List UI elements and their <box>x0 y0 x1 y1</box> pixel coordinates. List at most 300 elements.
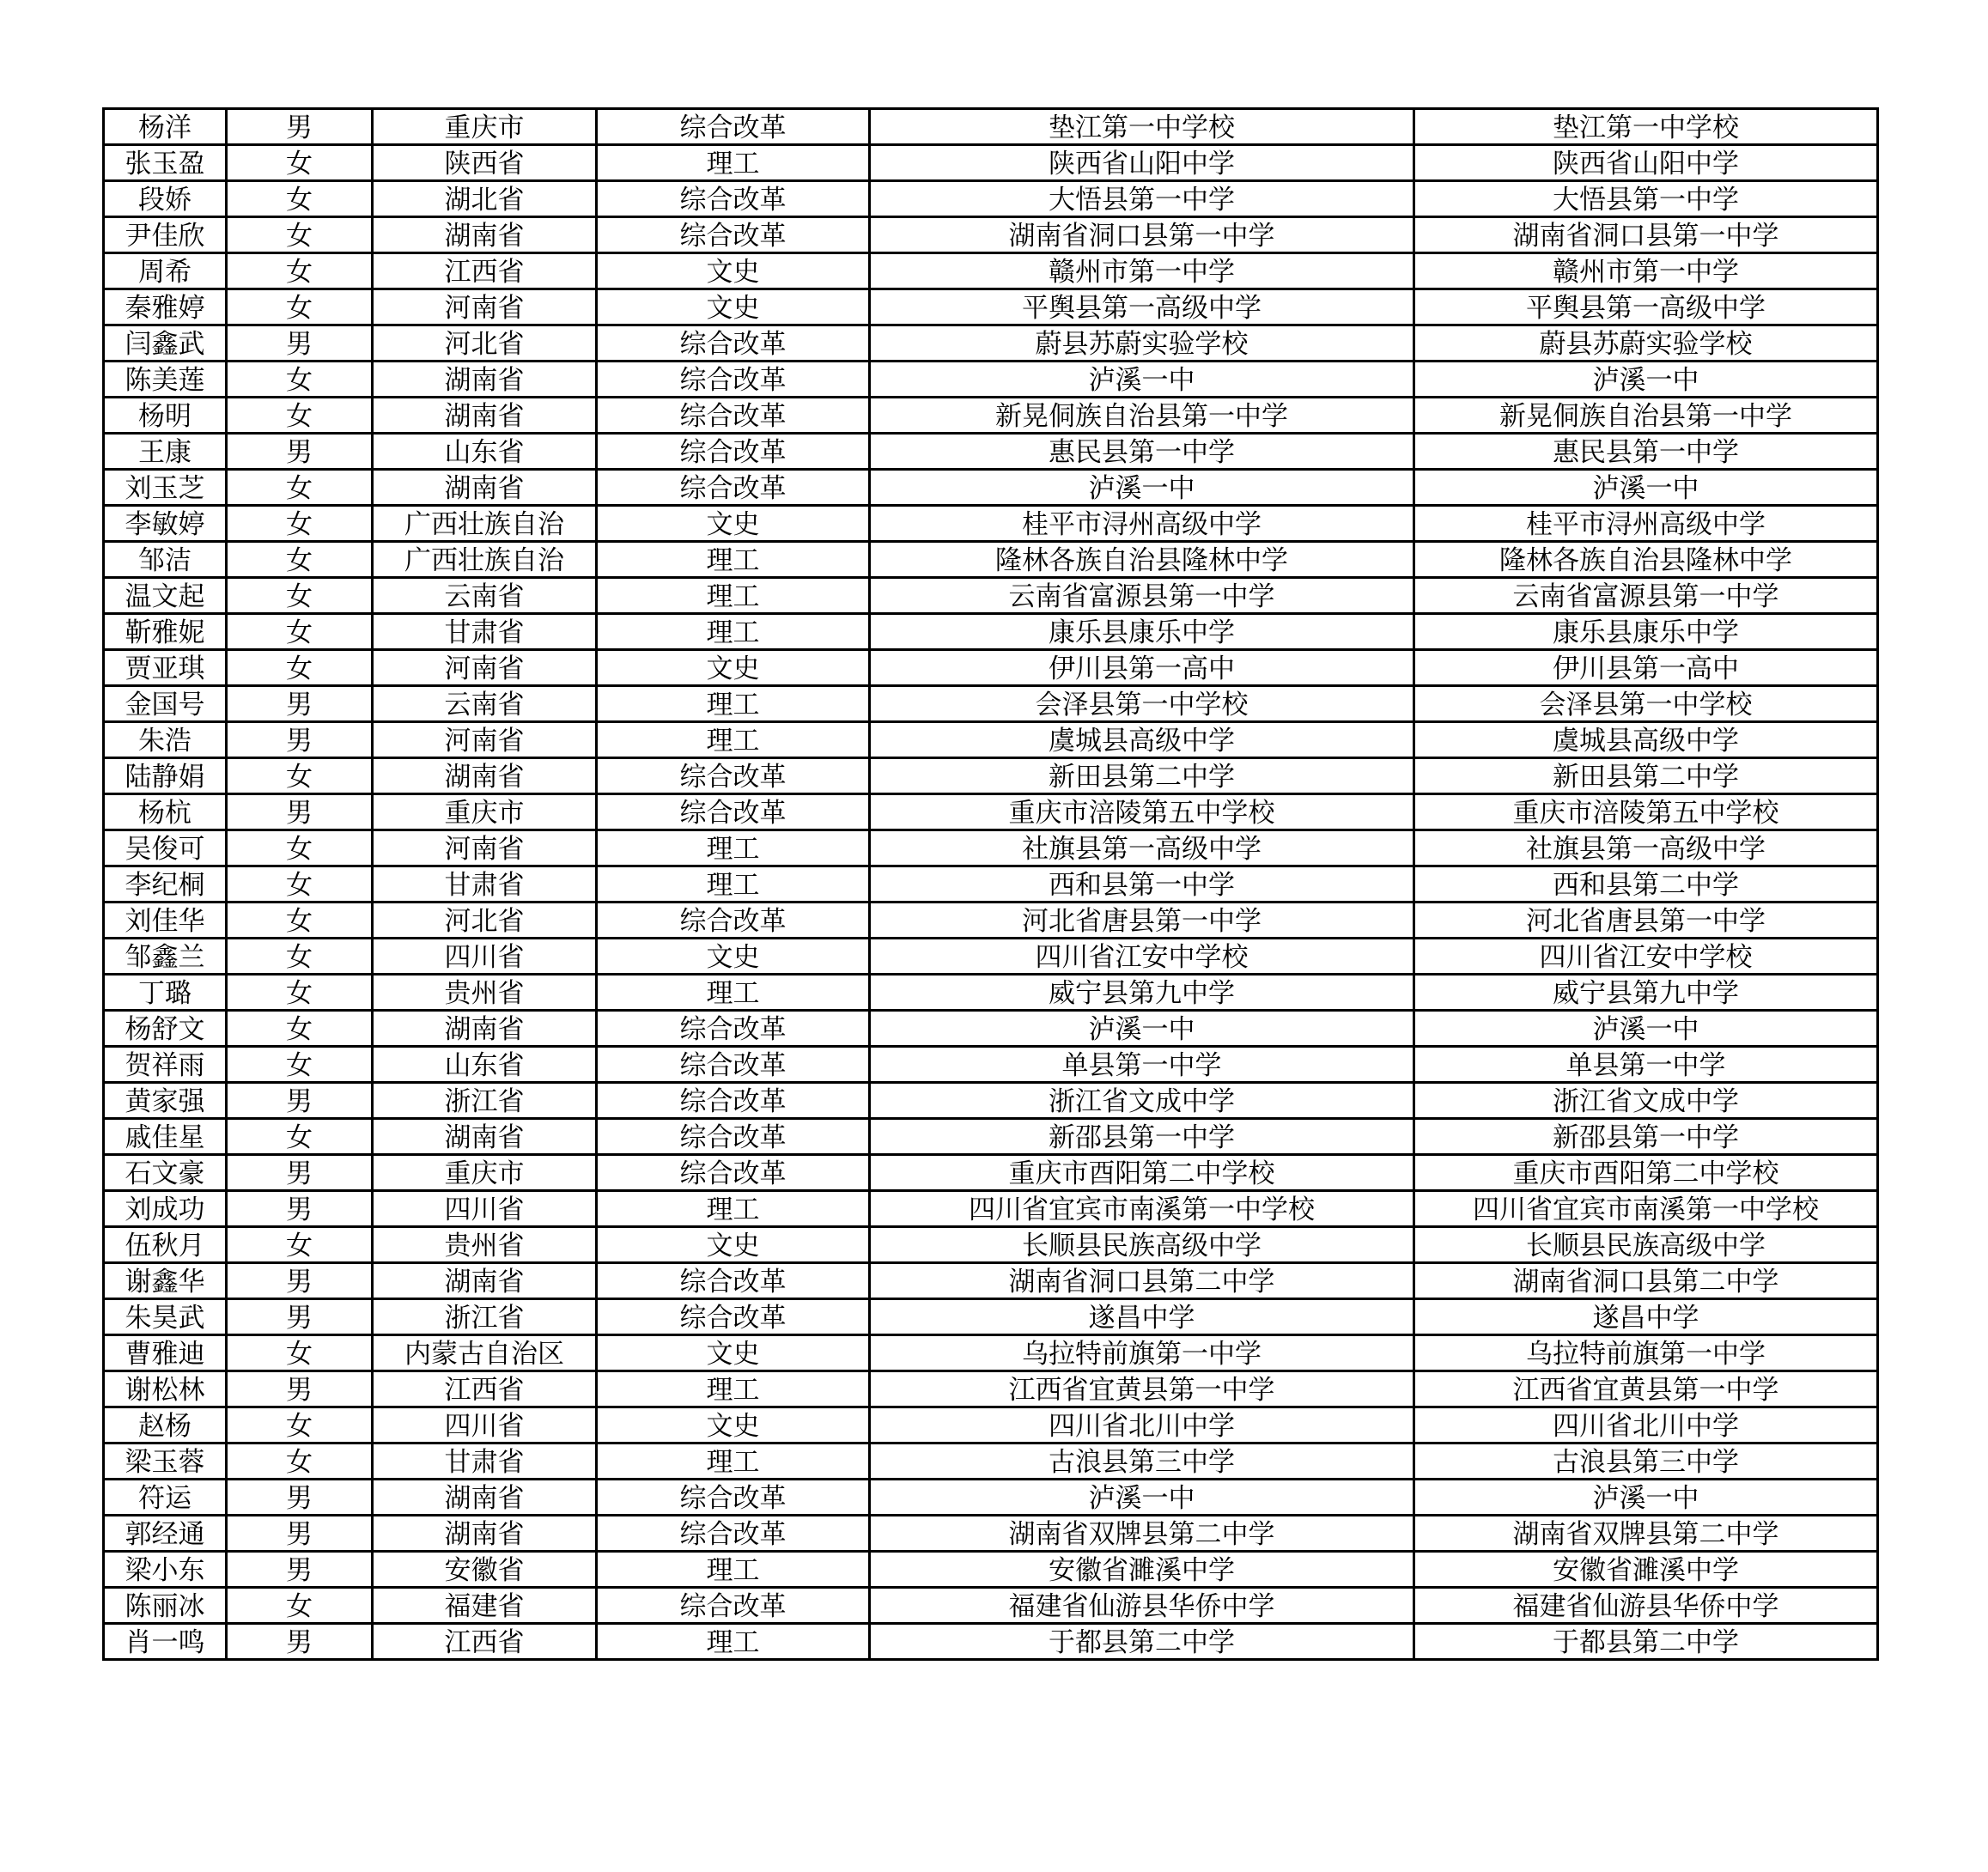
track-cell: 文史 <box>597 253 870 289</box>
name-cell: 杨杭 <box>104 794 227 830</box>
table-row <box>104 578 1878 614</box>
gender-cell: 男 <box>227 1624 373 1660</box>
region-cell: 云南省 <box>373 686 597 722</box>
region-cell: 广西壮族自治 <box>373 506 597 542</box>
region-cell: 山东省 <box>373 434 597 470</box>
school-cell: 威宁县第九中学 <box>870 975 1414 1011</box>
name-cell: 伍秋月 <box>104 1227 227 1263</box>
school-cell: 湖南省洞口县第一中学 <box>870 217 1414 253</box>
school-cell: 云南省富源县第一中学 <box>870 578 1414 614</box>
region-cell: 四川省 <box>373 1407 597 1444</box>
region-cell: 河北省 <box>373 903 597 939</box>
table-row <box>104 939 1878 975</box>
gender-cell: 女 <box>227 1227 373 1263</box>
name-cell: 张玉盈 <box>104 145 227 181</box>
track-cell: 综合改革 <box>597 398 870 434</box>
school-cell: 西和县第一中学 <box>870 866 1414 903</box>
name-cell: 周希 <box>104 253 227 289</box>
name-cell: 闫鑫武 <box>104 325 227 362</box>
name-cell: 丁璐 <box>104 975 227 1011</box>
gender-cell: 男 <box>227 1516 373 1552</box>
school-cell: 于都县第二中学 <box>870 1624 1414 1660</box>
graduated-school-cell: 大悟县第一中学 <box>1414 181 1878 217</box>
table-row <box>104 1083 1878 1119</box>
table-row <box>104 1155 1878 1191</box>
gender-cell: 男 <box>227 1155 373 1191</box>
track-cell: 综合改革 <box>597 109 870 145</box>
school-cell: 赣州市第一中学 <box>870 253 1414 289</box>
school-cell: 新邵县第一中学 <box>870 1119 1414 1155</box>
school-cell: 福建省仙游县华侨中学 <box>870 1588 1414 1624</box>
name-cell: 吴俊可 <box>104 830 227 866</box>
school-cell: 泸溪一中 <box>870 1011 1414 1047</box>
gender-cell: 男 <box>227 109 373 145</box>
region-cell: 浙江省 <box>373 1083 597 1119</box>
gender-cell: 女 <box>227 470 373 506</box>
track-cell: 理工 <box>597 866 870 903</box>
graduated-school-cell: 遂昌中学 <box>1414 1299 1878 1335</box>
region-cell: 湖北省 <box>373 181 597 217</box>
table-row <box>104 1407 1878 1444</box>
school-cell: 长顺县民族高级中学 <box>870 1227 1414 1263</box>
gender-cell: 男 <box>227 686 373 722</box>
track-cell: 理工 <box>597 975 870 1011</box>
track-cell: 综合改革 <box>597 758 870 794</box>
gender-cell: 女 <box>227 578 373 614</box>
region-cell: 云南省 <box>373 578 597 614</box>
table-row <box>104 1011 1878 1047</box>
region-cell: 江西省 <box>373 1371 597 1407</box>
gender-cell: 女 <box>227 1119 373 1155</box>
graduated-school-cell: 惠民县第一中学 <box>1414 434 1878 470</box>
table-row <box>104 1516 1878 1552</box>
graduated-school-cell: 新晃侗族自治县第一中学 <box>1414 398 1878 434</box>
gender-cell: 女 <box>227 253 373 289</box>
gender-cell: 女 <box>227 866 373 903</box>
graduated-school-cell: 福建省仙游县华侨中学 <box>1414 1588 1878 1624</box>
region-cell: 甘肃省 <box>373 614 597 650</box>
graduated-school-cell: 江西省宜黄县第一中学 <box>1414 1371 1878 1407</box>
name-cell: 曹雅迪 <box>104 1335 227 1371</box>
region-cell: 河南省 <box>373 830 597 866</box>
table-row <box>104 470 1878 506</box>
region-cell: 湖南省 <box>373 1480 597 1516</box>
name-cell: 李纪桐 <box>104 866 227 903</box>
table-row <box>104 1444 1878 1480</box>
name-cell: 陈美莲 <box>104 362 227 398</box>
gender-cell: 男 <box>227 1299 373 1335</box>
graduated-school-cell: 长顺县民族高级中学 <box>1414 1227 1878 1263</box>
school-cell: 重庆市酉阳第二中学校 <box>870 1155 1414 1191</box>
school-cell: 蔚县苏蔚实验学校 <box>870 325 1414 362</box>
name-cell: 陆静娟 <box>104 758 227 794</box>
graduated-school-cell: 泸溪一中 <box>1414 470 1878 506</box>
gender-cell: 男 <box>227 1371 373 1407</box>
track-cell: 理工 <box>597 614 870 650</box>
school-cell: 四川省宜宾市南溪第一中学校 <box>870 1191 1414 1227</box>
school-cell: 新田县第二中学 <box>870 758 1414 794</box>
graduated-school-cell: 湖南省洞口县第一中学 <box>1414 217 1878 253</box>
track-cell: 综合改革 <box>597 1047 870 1083</box>
region-cell: 安徽省 <box>373 1552 597 1588</box>
gender-cell: 女 <box>227 650 373 686</box>
name-cell: 邹鑫兰 <box>104 939 227 975</box>
table-row <box>104 722 1878 758</box>
name-cell: 梁玉蓉 <box>104 1444 227 1480</box>
gender-cell: 女 <box>227 1444 373 1480</box>
name-cell: 朱昊武 <box>104 1299 227 1335</box>
track-cell: 综合改革 <box>597 217 870 253</box>
school-cell: 伊川县第一高中 <box>870 650 1414 686</box>
table-row <box>104 398 1878 434</box>
graduated-school-cell: 四川省宜宾市南溪第一中学校 <box>1414 1191 1878 1227</box>
name-cell: 刘成功 <box>104 1191 227 1227</box>
table-row <box>104 614 1878 650</box>
school-cell: 会泽县第一中学校 <box>870 686 1414 722</box>
region-cell: 湖南省 <box>373 1011 597 1047</box>
gender-cell: 女 <box>227 939 373 975</box>
table-row <box>104 181 1878 217</box>
graduated-school-cell: 桂平市浔州高级中学 <box>1414 506 1878 542</box>
table-row <box>104 325 1878 362</box>
region-cell: 内蒙古自治区 <box>373 1335 597 1371</box>
graduated-school-cell: 重庆市涪陵第五中学校 <box>1414 794 1878 830</box>
track-cell: 综合改革 <box>597 903 870 939</box>
track-cell: 理工 <box>597 1191 870 1227</box>
table-row <box>104 145 1878 181</box>
region-cell: 四川省 <box>373 939 597 975</box>
table-row <box>104 686 1878 722</box>
track-cell: 综合改革 <box>597 794 870 830</box>
gender-cell: 女 <box>227 181 373 217</box>
name-cell: 李敏婷 <box>104 506 227 542</box>
name-cell: 肖一鸣 <box>104 1624 227 1660</box>
graduated-school-cell: 虞城县高级中学 <box>1414 722 1878 758</box>
gender-cell: 女 <box>227 1335 373 1371</box>
track-cell: 理工 <box>597 145 870 181</box>
table-row <box>104 1299 1878 1335</box>
table-row <box>104 866 1878 903</box>
graduated-school-cell: 四川省北川中学 <box>1414 1407 1878 1444</box>
gender-cell: 女 <box>227 398 373 434</box>
graduated-school-cell: 湖南省双牌县第二中学 <box>1414 1516 1878 1552</box>
table-row <box>104 758 1878 794</box>
school-cell: 重庆市涪陵第五中学校 <box>870 794 1414 830</box>
region-cell: 湖南省 <box>373 758 597 794</box>
table-row <box>104 830 1878 866</box>
region-cell: 四川省 <box>373 1191 597 1227</box>
track-cell: 综合改革 <box>597 1083 870 1119</box>
region-cell: 湖南省 <box>373 362 597 398</box>
name-cell: 贾亚琪 <box>104 650 227 686</box>
school-cell: 虞城县高级中学 <box>870 722 1414 758</box>
graduated-school-cell: 新邵县第一中学 <box>1414 1119 1878 1155</box>
roster-table <box>102 107 1879 1661</box>
table-row <box>104 362 1878 398</box>
gender-cell: 女 <box>227 362 373 398</box>
track-cell: 文史 <box>597 1335 870 1371</box>
graduated-school-cell: 社旗县第一高级中学 <box>1414 830 1878 866</box>
table-row <box>104 217 1878 253</box>
table-row <box>104 1624 1878 1660</box>
gender-cell: 女 <box>227 1011 373 1047</box>
graduated-school-cell: 安徽省濉溪中学 <box>1414 1552 1878 1588</box>
region-cell: 贵州省 <box>373 1227 597 1263</box>
track-cell: 综合改革 <box>597 470 870 506</box>
region-cell: 湖南省 <box>373 217 597 253</box>
track-cell: 理工 <box>597 542 870 578</box>
school-cell: 江西省宜黄县第一中学 <box>870 1371 1414 1407</box>
name-cell: 杨洋 <box>104 109 227 145</box>
track-cell: 文史 <box>597 1227 870 1263</box>
name-cell: 陈丽冰 <box>104 1588 227 1624</box>
region-cell: 河南省 <box>373 722 597 758</box>
school-cell: 泸溪一中 <box>870 470 1414 506</box>
graduated-school-cell: 于都县第二中学 <box>1414 1624 1878 1660</box>
track-cell: 综合改革 <box>597 434 870 470</box>
region-cell: 湖南省 <box>373 1516 597 1552</box>
track-cell: 理工 <box>597 1444 870 1480</box>
table-row <box>104 1371 1878 1407</box>
name-cell: 杨明 <box>104 398 227 434</box>
region-cell: 山东省 <box>373 1047 597 1083</box>
track-cell: 理工 <box>597 722 870 758</box>
region-cell: 重庆市 <box>373 1155 597 1191</box>
region-cell: 重庆市 <box>373 109 597 145</box>
graduated-school-cell: 湖南省洞口县第二中学 <box>1414 1263 1878 1299</box>
school-cell: 平舆县第一高级中学 <box>870 289 1414 325</box>
name-cell: 段娇 <box>104 181 227 217</box>
roster-sheet <box>102 107 1876 1661</box>
table-row <box>104 109 1878 145</box>
name-cell: 温文起 <box>104 578 227 614</box>
name-cell: 郭经通 <box>104 1516 227 1552</box>
graduated-school-cell: 泸溪一中 <box>1414 1011 1878 1047</box>
school-cell: 浙江省文成中学 <box>870 1083 1414 1119</box>
gender-cell: 男 <box>227 1191 373 1227</box>
graduated-school-cell: 赣州市第一中学 <box>1414 253 1878 289</box>
track-cell: 文史 <box>597 289 870 325</box>
track-cell: 综合改革 <box>597 1588 870 1624</box>
name-cell: 朱浩 <box>104 722 227 758</box>
graduated-school-cell: 浙江省文成中学 <box>1414 1083 1878 1119</box>
graduated-school-cell: 蔚县苏蔚实验学校 <box>1414 325 1878 362</box>
name-cell: 刘玉芝 <box>104 470 227 506</box>
school-cell: 湖南省洞口县第二中学 <box>870 1263 1414 1299</box>
name-cell: 石文豪 <box>104 1155 227 1191</box>
gender-cell: 女 <box>227 758 373 794</box>
school-cell: 泸溪一中 <box>870 362 1414 398</box>
region-cell: 江西省 <box>373 253 597 289</box>
table-row <box>104 1335 1878 1371</box>
track-cell: 理工 <box>597 1624 870 1660</box>
name-cell: 金国号 <box>104 686 227 722</box>
school-cell: 四川省江安中学校 <box>870 939 1414 975</box>
track-cell: 综合改革 <box>597 181 870 217</box>
graduated-school-cell: 乌拉特前旗第一中学 <box>1414 1335 1878 1371</box>
graduated-school-cell: 伊川县第一高中 <box>1414 650 1878 686</box>
gender-cell: 女 <box>227 542 373 578</box>
table-row <box>104 975 1878 1011</box>
gender-cell: 男 <box>227 794 373 830</box>
school-cell: 陕西省山阳中学 <box>870 145 1414 181</box>
track-cell: 文史 <box>597 650 870 686</box>
gender-cell: 男 <box>227 722 373 758</box>
graduated-school-cell: 平舆县第一高级中学 <box>1414 289 1878 325</box>
graduated-school-cell: 四川省江安中学校 <box>1414 939 1878 975</box>
name-cell: 黄家强 <box>104 1083 227 1119</box>
graduated-school-cell: 泸溪一中 <box>1414 1480 1878 1516</box>
name-cell: 赵杨 <box>104 1407 227 1444</box>
school-cell: 四川省北川中学 <box>870 1407 1414 1444</box>
school-cell: 古浪县第三中学 <box>870 1444 1414 1480</box>
name-cell: 王康 <box>104 434 227 470</box>
graduated-school-cell: 河北省唐县第一中学 <box>1414 903 1878 939</box>
region-cell: 重庆市 <box>373 794 597 830</box>
name-cell: 杨舒文 <box>104 1011 227 1047</box>
graduated-school-cell: 单县第一中学 <box>1414 1047 1878 1083</box>
school-cell: 垫江第一中学校 <box>870 109 1414 145</box>
graduated-school-cell: 隆林各族自治县隆林中学 <box>1414 542 1878 578</box>
gender-cell: 女 <box>227 289 373 325</box>
name-cell: 谢鑫华 <box>104 1263 227 1299</box>
region-cell: 湖南省 <box>373 398 597 434</box>
region-cell: 河南省 <box>373 650 597 686</box>
graduated-school-cell: 西和县第二中学 <box>1414 866 1878 903</box>
gender-cell: 女 <box>227 1047 373 1083</box>
school-cell: 大悟县第一中学 <box>870 181 1414 217</box>
name-cell: 秦雅婷 <box>104 289 227 325</box>
graduated-school-cell: 云南省富源县第一中学 <box>1414 578 1878 614</box>
school-cell: 乌拉特前旗第一中学 <box>870 1335 1414 1371</box>
table-row <box>104 434 1878 470</box>
table-row <box>104 1552 1878 1588</box>
name-cell: 戚佳星 <box>104 1119 227 1155</box>
gender-cell: 男 <box>227 1263 373 1299</box>
region-cell: 甘肃省 <box>373 1444 597 1480</box>
region-cell: 湖南省 <box>373 470 597 506</box>
track-cell: 文史 <box>597 506 870 542</box>
graduated-school-cell: 重庆市酉阳第二中学校 <box>1414 1155 1878 1191</box>
school-cell: 桂平市浔州高级中学 <box>870 506 1414 542</box>
name-cell: 刘佳华 <box>104 903 227 939</box>
school-cell: 单县第一中学 <box>870 1047 1414 1083</box>
gender-cell: 男 <box>227 1083 373 1119</box>
school-cell: 遂昌中学 <box>870 1299 1414 1335</box>
track-cell: 综合改革 <box>597 1480 870 1516</box>
region-cell: 河北省 <box>373 325 597 362</box>
gender-cell: 女 <box>227 217 373 253</box>
gender-cell: 男 <box>227 434 373 470</box>
table-row <box>104 1047 1878 1083</box>
graduated-school-cell: 垫江第一中学校 <box>1414 109 1878 145</box>
table-row <box>104 1263 1878 1299</box>
track-cell: 文史 <box>597 939 870 975</box>
gender-cell: 女 <box>227 903 373 939</box>
region-cell: 湖南省 <box>373 1263 597 1299</box>
gender-cell: 女 <box>227 614 373 650</box>
name-cell: 谢松林 <box>104 1371 227 1407</box>
gender-cell: 女 <box>227 1407 373 1444</box>
table-row <box>104 903 1878 939</box>
track-cell: 综合改革 <box>597 325 870 362</box>
graduated-school-cell: 新田县第二中学 <box>1414 758 1878 794</box>
track-cell: 理工 <box>597 1371 870 1407</box>
school-cell: 安徽省濉溪中学 <box>870 1552 1414 1588</box>
region-cell: 甘肃省 <box>373 866 597 903</box>
table-row <box>104 542 1878 578</box>
graduated-school-cell: 会泽县第一中学校 <box>1414 686 1878 722</box>
graduated-school-cell: 康乐县康乐中学 <box>1414 614 1878 650</box>
school-cell: 泸溪一中 <box>870 1480 1414 1516</box>
track-cell: 理工 <box>597 1552 870 1588</box>
region-cell: 福建省 <box>373 1588 597 1624</box>
table-row <box>104 1480 1878 1516</box>
track-cell: 综合改革 <box>597 1516 870 1552</box>
school-cell: 湖南省双牌县第二中学 <box>870 1516 1414 1552</box>
school-cell: 惠民县第一中学 <box>870 434 1414 470</box>
track-cell: 综合改革 <box>597 1155 870 1191</box>
track-cell: 理工 <box>597 578 870 614</box>
gender-cell: 女 <box>227 1588 373 1624</box>
track-cell: 综合改革 <box>597 362 870 398</box>
graduated-school-cell: 威宁县第九中学 <box>1414 975 1878 1011</box>
graduated-school-cell: 陕西省山阳中学 <box>1414 145 1878 181</box>
school-cell: 隆林各族自治县隆林中学 <box>870 542 1414 578</box>
region-cell: 陕西省 <box>373 145 597 181</box>
track-cell: 综合改革 <box>597 1011 870 1047</box>
region-cell: 浙江省 <box>373 1299 597 1335</box>
gender-cell: 男 <box>227 325 373 362</box>
roster-table-body <box>104 109 1878 1660</box>
name-cell: 符运 <box>104 1480 227 1516</box>
gender-cell: 男 <box>227 1480 373 1516</box>
table-row <box>104 1191 1878 1227</box>
track-cell: 综合改革 <box>597 1299 870 1335</box>
name-cell: 贺祥雨 <box>104 1047 227 1083</box>
track-cell: 综合改革 <box>597 1263 870 1299</box>
name-cell: 尹佳欣 <box>104 217 227 253</box>
name-cell: 靳雅妮 <box>104 614 227 650</box>
name-cell: 邹洁 <box>104 542 227 578</box>
table-row <box>104 289 1878 325</box>
track-cell: 理工 <box>597 686 870 722</box>
school-cell: 河北省唐县第一中学 <box>870 903 1414 939</box>
school-cell: 康乐县康乐中学 <box>870 614 1414 650</box>
table-row <box>104 650 1878 686</box>
gender-cell: 女 <box>227 975 373 1011</box>
table-row <box>104 253 1878 289</box>
track-cell: 综合改革 <box>597 1119 870 1155</box>
region-cell: 江西省 <box>373 1624 597 1660</box>
region-cell: 贵州省 <box>373 975 597 1011</box>
region-cell: 广西壮族自治 <box>373 542 597 578</box>
name-cell: 梁小东 <box>104 1552 227 1588</box>
school-cell: 新晃侗族自治县第一中学 <box>870 398 1414 434</box>
region-cell: 河南省 <box>373 289 597 325</box>
gender-cell: 女 <box>227 830 373 866</box>
table-row <box>104 506 1878 542</box>
track-cell: 理工 <box>597 830 870 866</box>
table-row <box>104 1227 1878 1263</box>
track-cell: 文史 <box>597 1407 870 1444</box>
graduated-school-cell: 古浪县第三中学 <box>1414 1444 1878 1480</box>
table-row <box>104 794 1878 830</box>
gender-cell: 女 <box>227 506 373 542</box>
table-row <box>104 1588 1878 1624</box>
school-cell: 社旗县第一高级中学 <box>870 830 1414 866</box>
graduated-school-cell: 泸溪一中 <box>1414 362 1878 398</box>
